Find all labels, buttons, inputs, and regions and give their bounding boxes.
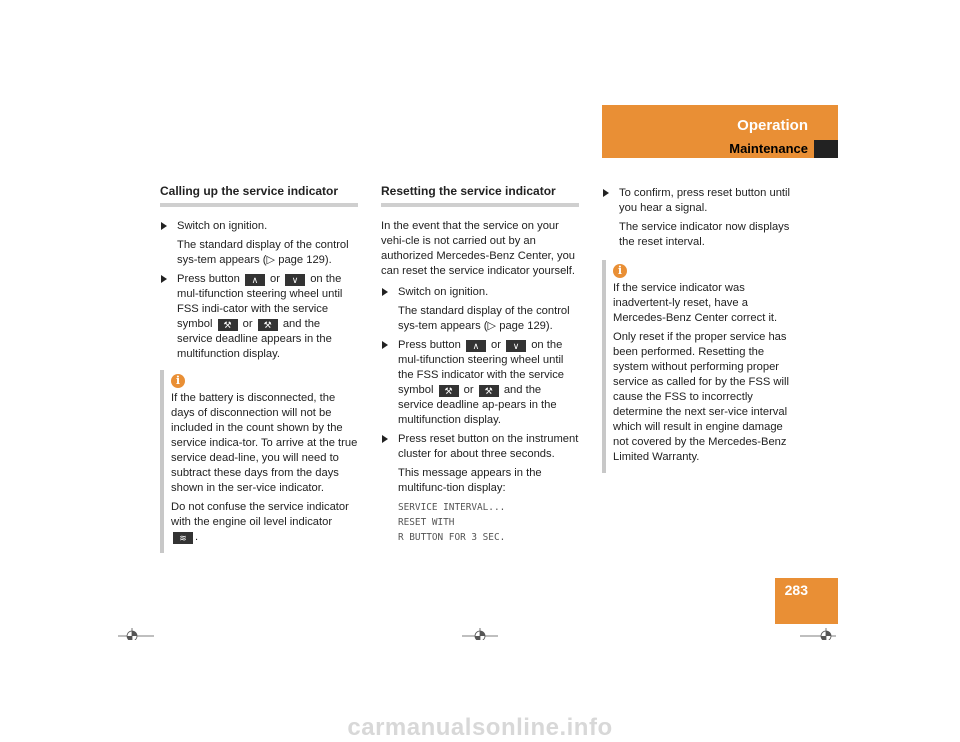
intro-paragraph: In the event that the service on your vehi-cle is not carried out by an authorized Mercedes-Benz Center, you can reset the service indicator yourself. <box>381 220 576 277</box>
note-paragraph: Do not confuse the service indicator with the engine oil level indicator ≋ . <box>171 501 349 543</box>
info-note <box>602 260 800 473</box>
wrench-icon: ⚒ <box>439 385 459 397</box>
section-header <box>602 105 838 158</box>
wrench-icon: ⚒ <box>218 319 238 331</box>
step-sub-text: This message appears in the multifunc-tion display: <box>398 467 542 494</box>
heading-resetting: Resetting the service indicator <box>381 184 579 207</box>
display-message <box>381 500 579 545</box>
step-sub-text: The service indicator now displays the reset interval. <box>619 221 790 248</box>
column-confirm <box>602 186 800 479</box>
message-line: SERVICE INTERVAL... <box>398 502 506 513</box>
wrench-alt-icon: ⚒ <box>479 385 499 397</box>
section-subtitle: Maintenance <box>729 141 808 156</box>
registration-mark-icon <box>462 626 498 640</box>
info-icon: i <box>171 374 185 388</box>
message-line: RESET WITH <box>398 517 455 528</box>
button-down-icon: ∨ <box>506 340 526 352</box>
step-switch-on-ignition: Switch on ignition. <box>160 219 358 234</box>
step-press-reset: Press reset button on the instrument cluster for about three seconds. <box>381 432 579 462</box>
page-number-box <box>775 578 838 624</box>
button-up-icon: ∧ <box>245 274 265 286</box>
message-line: R BUTTON FOR 3 SEC. <box>398 532 506 543</box>
oil-level-icon: ≋ <box>173 532 193 544</box>
note-paragraph: Only reset if the proper service has been performed. Resetting the system without performing proper service as called for by the FSS will cause the FSS to incorrectly determine the next ser-vice interval which will result in engine damage not covered by the Mercedes-Benz Limited Warranty. <box>613 331 789 463</box>
step-sub-text: The standard display of the control sys-tem appears (▷ page 129). <box>398 305 570 332</box>
wrench-alt-icon: ⚒ <box>258 319 278 331</box>
header-marker <box>814 140 838 158</box>
step-press-button: Press button ∧ or ∨ on the mul-tifunction steering wheel until the FSS indicator with the service symbol ⚒ or ⚒ and the service deadline ap-pears in the multifunction display. <box>381 338 579 428</box>
registration-mark-icon <box>118 626 154 640</box>
column-calling-up <box>160 184 358 559</box>
column-resetting <box>381 184 579 549</box>
step-confirm: To confirm, press reset button until you hear a signal. <box>602 186 800 216</box>
heading-calling-up: Calling up the service indicator <box>160 184 358 207</box>
step-sub-text: The standard display of the control sys-tem appears (▷ page 129). <box>177 239 349 266</box>
section-title: Operation <box>737 117 808 134</box>
step-press-button: Press button ∧ or ∨ on the mul-tifunction steering wheel until FSS indi-cator with the service symbol ⚒ or ⚒ and the service deadline appears in the multifunction display. <box>160 272 358 362</box>
button-up-icon: ∧ <box>466 340 486 352</box>
watermark: carmanualsonline.info <box>347 714 613 741</box>
info-icon: i <box>613 264 627 278</box>
button-down-icon: ∨ <box>285 274 305 286</box>
step-switch-on-ignition: Switch on ignition. <box>381 285 579 300</box>
note-paragraph: If the service indicator was inadvertent-ly reset, have a Mercedes-Benz Center correct it. <box>613 282 778 324</box>
page-number: 283 <box>784 582 808 598</box>
info-note <box>160 370 358 553</box>
note-paragraph: If the battery is disconnected, the days of disconnection will not be included in the count shown by the service indica-tor. To arrive at the true service dead-line, you will need to subtract these days from the days shown in the ser-vice indicator. <box>171 392 358 494</box>
registration-mark-icon <box>800 626 836 640</box>
